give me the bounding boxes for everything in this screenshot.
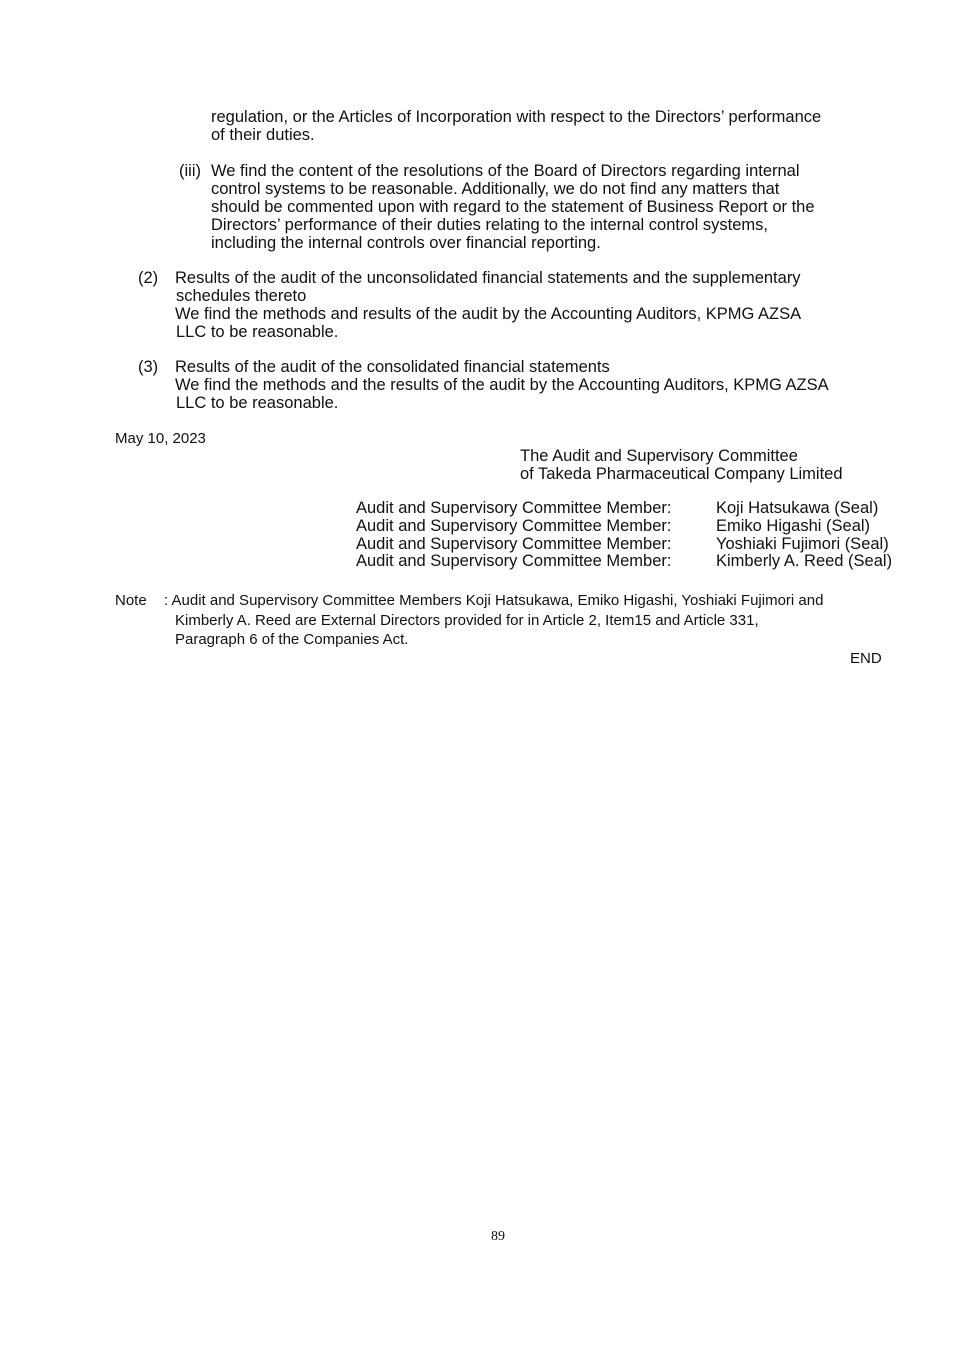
section-heading-line: Results of the audit of the consolidated financial statements	[175, 358, 610, 376]
text-line: We find the methods and results of the audit by the Accounting Auditors, KPMG AZSA	[175, 305, 802, 323]
committee-name	[520, 447, 843, 483]
text-line: regulation, or the Articles of Incorporation with respect to the Directors’ performance	[211, 108, 822, 126]
continuation-paragraph	[211, 108, 821, 144]
committee-line: of Takeda Pharmaceutical Company Limited	[520, 465, 843, 483]
committee-line: The Audit and Supervisory Committee	[520, 447, 798, 465]
signatory-role: Audit and Supervisory Committee Member:	[356, 499, 672, 517]
item-iii-paragraph	[211, 162, 815, 252]
end-marker: END	[850, 650, 882, 667]
report-date: May 10, 2023	[115, 430, 206, 447]
note-line: : Audit and Supervisory Committee Members Koji Hatsukawa, Emiko Higashi, Yoshiaki Fujimori and	[164, 592, 824, 609]
text-line: should be commented upon with regard to the statement of Business Report or the	[211, 198, 815, 216]
text-line: including the internal controls over financial reporting.	[211, 234, 601, 252]
signatory-name: Koji Hatsukawa (Seal)	[716, 499, 879, 517]
item-iii-marker: (iii)	[179, 162, 201, 180]
item-3-section	[175, 358, 829, 412]
section-heading-line: Results of the audit of the unconsolidated financial statements and the supplementary	[175, 269, 801, 287]
note-line: Kimberly A. Reed are External Directors provided for in Article 2, Item15 and Article 331,	[175, 611, 759, 629]
text-line: control systems to be reasonable. Additionally, we do not find any matters that	[211, 180, 780, 198]
item-2-marker: (2)	[138, 269, 159, 287]
section-heading-line: schedules thereto	[176, 287, 307, 305]
signatory-name: Kimberly A. Reed (Seal)	[716, 552, 893, 570]
text-line: LLC to be reasonable.	[176, 323, 339, 341]
note-label: Note	[115, 592, 147, 609]
text-line: of their duties.	[211, 126, 315, 144]
page-number: 89	[491, 1229, 505, 1244]
signatory-role: Audit and Supervisory Committee Member:	[356, 517, 672, 535]
signatory-role: Audit and Supervisory Committee Member:	[356, 552, 672, 570]
text-line: We find the content of the resolutions of the Board of Directors regarding internal	[211, 162, 800, 180]
item-3-marker: (3)	[138, 358, 159, 376]
signatory-name: Yoshiaki Fujimori (Seal)	[716, 535, 889, 553]
signatory-name: Emiko Higashi (Seal)	[716, 517, 871, 535]
item-2-section	[175, 269, 801, 341]
note-line: Paragraph 6 of the Companies Act.	[175, 631, 409, 648]
note-text	[164, 591, 823, 650]
text-line: We find the methods and the results of the audit by the Accounting Auditors, KPMG AZSA	[175, 376, 829, 394]
text-line: LLC to be reasonable.	[176, 394, 339, 412]
signatory-role: Audit and Supervisory Committee Member:	[356, 535, 672, 553]
text-line: Directors’ performance of their duties relating to the internal control systems,	[211, 216, 768, 234]
